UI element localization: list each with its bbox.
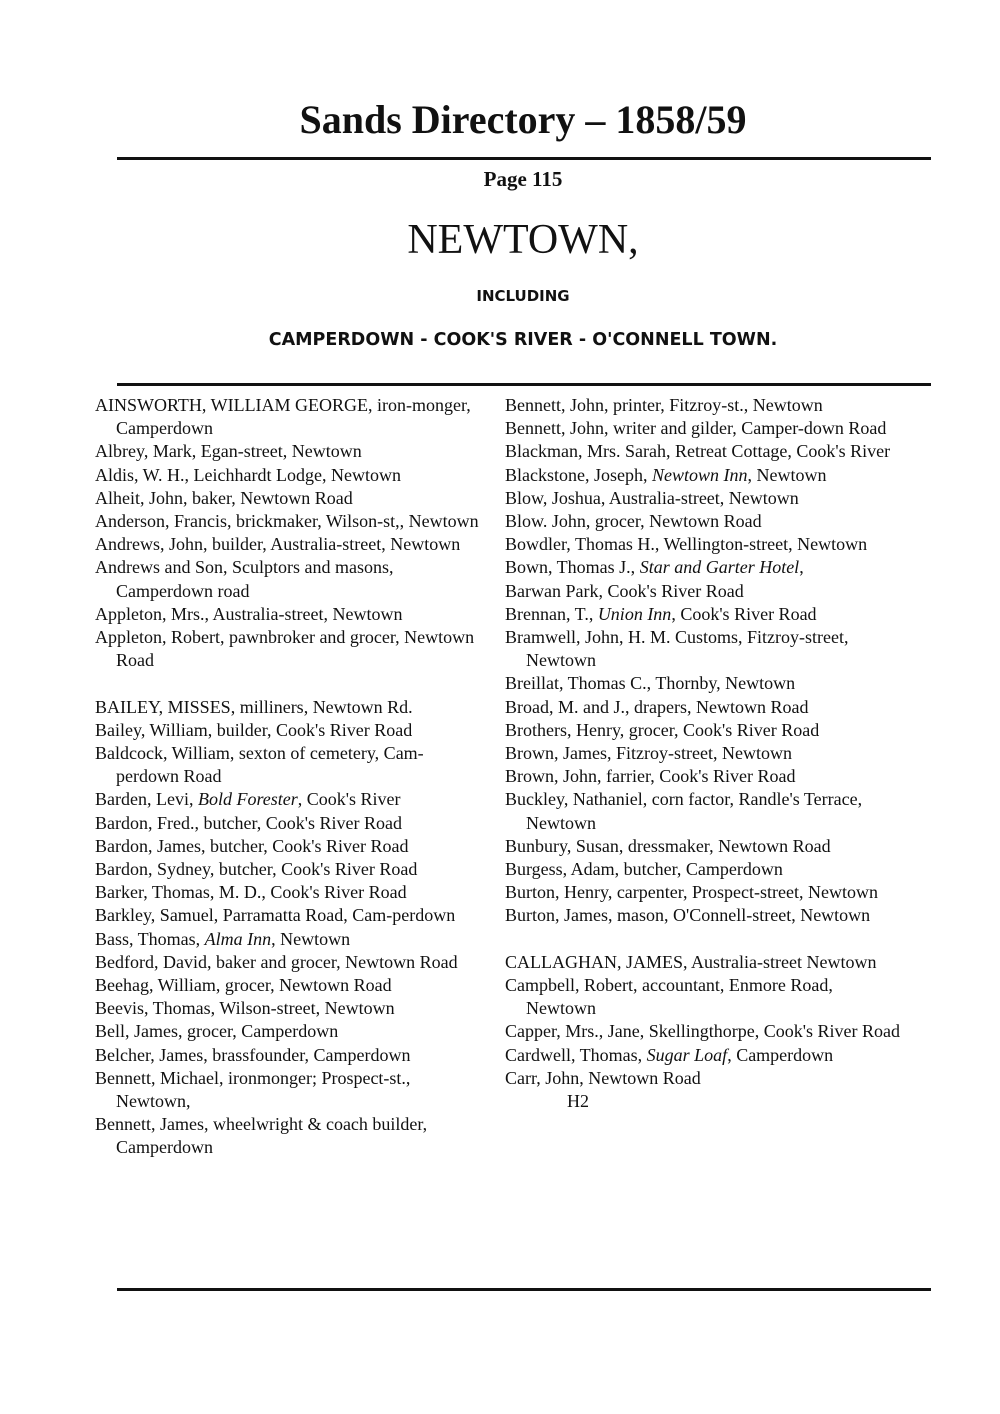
directory-entry: Bardon, Fred., butcher, Cook's River Road [95, 812, 402, 833]
section-heading: NEWTOWN, [407, 217, 639, 263]
directory-entry: Bardon, James, butcher, Cook's River Road [95, 835, 409, 856]
entry-gap [505, 928, 905, 951]
signature-mark: H2 [567, 1091, 589, 1112]
directory-entry: Bowdler, Thomas H., Wellington-street, Newtown [505, 534, 868, 555]
directory-entry: Bailey, William, builder, Cook's River Road [95, 719, 413, 740]
directory-entry: CALLAGHAN, JAMES, Australia-street Newtown [505, 951, 877, 972]
entry-text: , Camperdown [727, 1044, 834, 1065]
bottom-rule [117, 1288, 931, 1291]
entry-italic-name: Alma Inn [204, 928, 272, 949]
directory-entry: Bramwell, John, H. M. Customs, Fitzroy-street, Newtown [505, 627, 849, 671]
directory-entry [95, 928, 485, 951]
entry-italic-name: Sugar Loaf [646, 1044, 728, 1065]
page-number: Page 115 [483, 167, 563, 191]
directory-entry: Barwan Park, Cook's River Road [505, 580, 744, 601]
directory-entry: Breillat, Thomas C., Thornby, Newtown [505, 673, 796, 694]
directory-entry: Beehag, William, grocer, Newtown Road [95, 975, 392, 996]
directory-entry: Baldcock, William, sexton of cemetery, Cam-perdown Road [95, 743, 424, 787]
directory-entry: Appleton, Mrs., Australia-street, Newtown [95, 603, 403, 624]
directory-entry: Blow, Joshua, Australia-street, Newtown [505, 487, 799, 508]
entry-text: , Cook's River [297, 789, 401, 810]
directory-entry: Andrews and Son, Sculptors and masons, Camperdown road [95, 557, 394, 601]
directory-entry: Burton, James, mason, O'Connell-street, Newtown [505, 905, 871, 926]
directory-entry: Bennett, John, printer, Fitzroy-st., Newtown [505, 395, 823, 415]
page-title: Sands Directory – 1858/59 [299, 97, 747, 142]
directory-entry: Beevis, Thomas, Wilson-street, Newtown [95, 998, 395, 1019]
directory-entry: Alheit, John, baker, Newtown Road [95, 487, 353, 508]
directory-entry: Bunbury, Susan, dressmaker, Newtown Road [505, 835, 831, 856]
directory-entry: Blackman, Mrs. Sarah, Retreat Cottage, Cook's River [505, 441, 891, 462]
directory-entry: Bennett, Michael, ironmonger; Prospect-st., Newtown, [95, 1067, 411, 1112]
header-rule [117, 383, 931, 386]
section-subheading: CAMPERDOWN - COOK'S RIVER - O'CONNELL TOWN. [268, 330, 778, 350]
directory-entry: Aldis, W. H., Leichhardt Lodge, Newtown [95, 464, 401, 485]
directory-entry: Albrey, Mark, Egan-street, Newtown [95, 441, 362, 462]
entry-italic-name: Union Inn [597, 603, 672, 624]
left-column [95, 394, 485, 1160]
entry-text: , Cook's River Road [671, 603, 817, 624]
directory-entry: Bardon, Sydney, butcher, Cook's River Road [95, 859, 418, 880]
right-column [505, 394, 905, 1113]
directory-entry: Campbell, Robert, accountant, Enmore Road, Newtown [505, 975, 833, 1019]
entry-text: , [799, 557, 804, 578]
directory-entry: Andrews, John, builder, Australia-street, Newtown [95, 534, 461, 555]
entry-italic-name: Newtown Inn [651, 464, 748, 485]
directory-entry: Belcher, James, brassfounder, Camperdown [95, 1044, 411, 1065]
entry-italic-name: Bold Forester [197, 789, 298, 810]
directory-entry: Bell, James, grocer, Camperdown [95, 1021, 339, 1042]
directory-entry: Bedford, David, baker and grocer, Newtown Road [95, 951, 458, 972]
directory-entry: Bennett, James, wheelwright & coach builder, Camperdown [95, 1114, 428, 1158]
directory-entry: Anderson, Francis, brickmaker, Wilson-st,, Newtown [95, 511, 479, 532]
directory-entry [505, 556, 905, 579]
directory-entry: Burgess, Adam, butcher, Camperdown [505, 859, 783, 880]
entry-text: , Newtown [747, 464, 827, 485]
entry-text: Cardwell, Thomas, [505, 1044, 647, 1065]
entry-text: Brennan, T., [505, 603, 598, 624]
directory-entry [505, 603, 905, 626]
top-rule [117, 157, 931, 160]
entry-text: Blackstone, Joseph, [505, 464, 652, 485]
directory-entry: Brown, James, Fitzroy-street, Newtown [505, 743, 792, 764]
directory-entry: Bennett, John, writer and gilder, Camper-down Road [505, 418, 887, 439]
including-label: INCLUDING [476, 287, 570, 305]
directory-entry: Buckley, Nathaniel, corn factor, Randle's Terrace, Newtown [505, 789, 863, 833]
directory-entry [95, 788, 485, 811]
directory-entry [505, 464, 905, 487]
directory-entry: Blow. John, grocer, Newtown Road [505, 511, 762, 532]
directory-entry: Barkley, Samuel, Parramatta Road, Cam-perdown [95, 905, 456, 926]
directory-entry: AINSWORTH, WILLIAM GEORGE, iron-monger, Camperdown [95, 395, 471, 439]
entry-text: Bass, Thomas, [95, 928, 205, 949]
entry-gap [95, 672, 485, 695]
directory-entry: Appleton, Robert, pawnbroker and grocer, Newtown Road [95, 627, 475, 671]
directory-entry: Brothers, Henry, grocer, Cook's River Road [505, 719, 820, 740]
entry-text: Barden, Levi, [95, 789, 198, 810]
entry-text: Bown, Thomas J., [505, 557, 640, 578]
directory-entry: Barker, Thomas, M. D., Cook's River Road [95, 882, 407, 903]
directory-entry: Carr, John, Newtown Road [505, 1067, 701, 1088]
directory-entry: BAILEY, MISSES, milliners, Newtown Rd. [95, 696, 413, 717]
entry-text: , Newtown [271, 928, 351, 949]
directory-entry: Capper, Mrs., Jane, Skellingthorpe, Cook's River Road [505, 1021, 900, 1042]
directory-entry: Burton, Henry, carpenter, Prospect-street, Newtown [505, 882, 878, 903]
entry-italic-name: Star and Garter Hotel [639, 557, 800, 578]
directory-entry: Broad, M. and J., drapers, Newtown Road [505, 696, 809, 717]
directory-entry [505, 1044, 905, 1067]
directory-entry: Brown, John, farrier, Cook's River Road [505, 766, 796, 787]
